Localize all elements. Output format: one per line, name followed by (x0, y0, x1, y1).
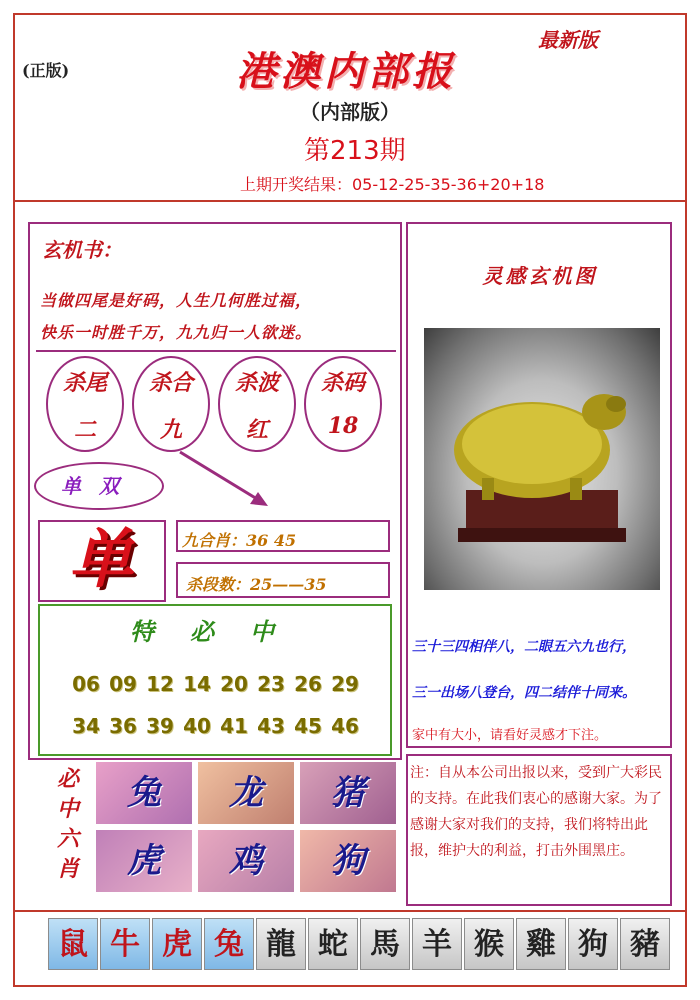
big-pick: 单 (69, 522, 133, 597)
latest-badge: 最新版 (538, 28, 598, 52)
edition-note: (正版) (22, 61, 70, 80)
zodiac-tile: 狗 (568, 918, 618, 970)
divider (406, 746, 672, 748)
divider (36, 350, 396, 352)
zodiac-grid (96, 762, 396, 894)
number: 40 (183, 714, 211, 738)
right-poem-line: 三十三四相伴八，二眼五六九也行， (412, 639, 636, 655)
number: 23 (257, 672, 285, 696)
oval-label: 杀合 (148, 370, 193, 396)
kill-combo-oval (132, 356, 210, 452)
zodiac-cell: 龙 (198, 762, 294, 824)
number: 34 (72, 714, 100, 738)
zodiac-tile: 羊 (412, 918, 462, 970)
zodiac-label: 必中六肖 (56, 766, 79, 882)
zodiac-cell: 虎 (96, 830, 192, 892)
kill-number-oval (304, 356, 382, 452)
page-subtitle: （内部版） (300, 100, 400, 124)
oval-value: 18 (327, 413, 359, 439)
zodiac-tile: 龍 (256, 918, 306, 970)
right-poem-line: 三一出场八登台，四二结伴十同来。 (412, 685, 636, 701)
number: 43 (257, 714, 285, 738)
kill-wave-oval (218, 356, 296, 452)
zodiac-cell: 猪 (300, 762, 396, 824)
oval-value: 九 (159, 417, 182, 443)
note-text: 注：自从本公司出报以来，受到广大彩民的支持。在此我们衷心的感谢大家。为了感谢大家对我们的支持，我们将特出此报，维护大的利益，打击外围黑庄。 (410, 765, 662, 859)
number: 06 (72, 672, 100, 696)
zodiac-tile: 雞 (516, 918, 566, 970)
poem-line: 当做四尾是好码，人生几何胜过福， (40, 291, 313, 310)
zodiac-tile: 鼠 (48, 918, 98, 970)
zodiac-tile: 牛 (100, 918, 150, 970)
number: 12 (146, 672, 174, 696)
oval-label: 杀尾 (62, 370, 107, 396)
number: 41 (220, 714, 248, 738)
zodiac-cell: 鸡 (198, 830, 294, 892)
zodiac-cell: 兔 (96, 762, 192, 824)
sheep-statue-image (424, 328, 660, 590)
number: 46 (331, 714, 359, 738)
zodiac-tile: 猴 (464, 918, 514, 970)
oval-label: 杀码 (320, 370, 365, 396)
zodiac-tile: 兔 (204, 918, 254, 970)
zodiac-cell: 狗 (300, 830, 396, 892)
nine-combo: 九合肖：36 45 (176, 520, 390, 552)
kill-tail-oval (46, 356, 124, 452)
zodiac-tile: 馬 (360, 918, 410, 970)
number: 29 (331, 672, 359, 696)
oval-value: 二 (73, 417, 96, 443)
number: 20 (220, 672, 248, 696)
zodiac-tile: 蛇 (308, 918, 358, 970)
footer-divider (15, 910, 685, 912)
page-title: 港澳内部报 (236, 48, 456, 95)
number: 26 (294, 672, 322, 696)
arrow-icon (176, 448, 276, 512)
must-win-title: 特必中 (130, 617, 310, 646)
number: 36 (109, 714, 137, 738)
number: 39 (146, 714, 174, 738)
header-divider (15, 200, 685, 202)
issue-number: 第213期 (304, 136, 406, 166)
image-title: 灵感玄机图 (482, 264, 598, 288)
last-result: 上期开奖结果：05-12-25-35-36+20+18 (240, 175, 545, 194)
tip-text: 家中有大小，请看好灵感才下注。 (412, 728, 608, 743)
zodiac-tile: 虎 (152, 918, 202, 970)
riddle-title: 玄机书： (42, 238, 122, 262)
number: 09 (109, 672, 137, 696)
number: 14 (183, 672, 211, 696)
poem-line: 快乐一时胜千万，九九归一人欲迷。 (40, 323, 313, 342)
oval-label: 杀波 (234, 370, 279, 396)
zodiac-tile: 豬 (620, 918, 670, 970)
odd-even-oval: 单双 (34, 462, 164, 510)
oval-value: 红 (245, 417, 268, 443)
kill-range: 杀段数：25——35 (176, 562, 390, 598)
number: 45 (294, 714, 322, 738)
